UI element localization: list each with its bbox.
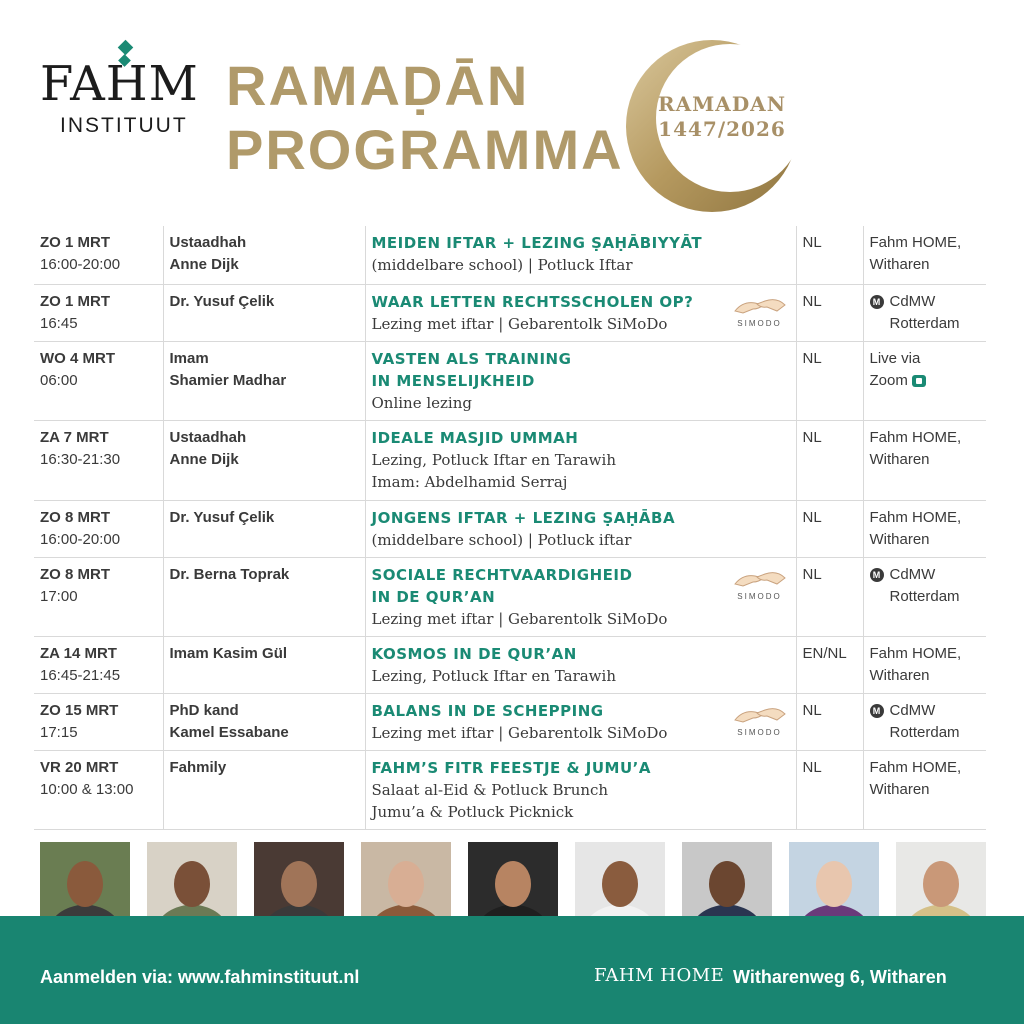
event-description: Lezing, Potluck Iftar en Tarawih [371,666,616,685]
location-cell [863,284,986,341]
event-title: MEIDEN IFTAR + LEZING ṢAḤĀBIYYĀT [371,234,703,252]
event-title: WAAR LETTEN RECHTSSCHOLEN OP? [371,292,694,311]
language-cell: NL [796,284,863,341]
speaker-name: Ustaadhah Anne Dijk [163,226,365,284]
speaker-name: Dr. Yusuf Çelik [163,284,365,341]
event-cell [365,750,796,829]
location-name: CdMW [889,565,936,583]
event-time: 06:00 [40,371,78,389]
date-cell [34,693,163,750]
location-cell [863,557,986,636]
schedule-table [34,226,986,830]
simodo-logo [730,568,790,602]
date-cell [34,420,163,500]
event-title: IDEALE MASJID UMMAH [371,428,579,447]
event-cell [365,226,796,284]
location-line [870,370,981,392]
schedule-row [34,500,986,557]
sign-language-hands-icon [733,704,787,726]
event-time: 17:00 [40,587,78,605]
schedule-row [34,750,986,829]
location-name: CdMW [889,701,936,719]
title-line-1: RAMAḌĀN [226,54,530,117]
location-cell [863,693,986,750]
page-title [226,54,624,182]
language-cell: EN/NL [796,636,863,693]
location-cell [863,341,986,420]
location-line [870,700,981,722]
location-city: Rotterdam [889,587,960,605]
speaker-name: PhD kand Kamel Essabane [163,693,365,750]
schedule-row [34,284,986,341]
sign-language-hands-icon [733,568,787,590]
date-cell [34,750,163,829]
schedule-row [34,341,986,420]
schedule-row [34,226,986,284]
location-city: Rotterdam [889,314,960,332]
event-day: ZA 7 MRT [40,428,109,446]
event-description: (middelbare school) | Potluck Iftar [371,256,633,274]
simodo-logo [730,295,790,329]
event-day: ZO 8 MRT [40,565,110,583]
event-day: ZO 1 MRT [40,292,110,310]
simodo-label: SIMODO [737,727,782,737]
event-day: VR 20 MRT [40,758,119,776]
event-day: ZA 14 MRT [40,644,117,662]
event-day: ZO 8 MRT [40,508,110,526]
event-day: WO 4 MRT [40,349,115,367]
badge-line-2: 1447/2026 [658,117,786,141]
event-title: SOCIALE RECHTVAARDIGHEID IN DE QUR’AN [371,565,633,606]
footer-brand: FAHM HOME [594,965,725,986]
language-cell: NL [796,420,863,500]
date-cell [34,636,163,693]
fahm-logo [40,42,200,138]
event-title: VASTEN ALS TRAINING IN MENSELIJKHEID [371,349,572,390]
location-cell: Fahm HOME, Witharen [863,636,986,693]
speaker-name: Dr. Yusuf Çelik [163,500,365,557]
event-description: Lezing met iftar | Gebarentolk SiMoDo [371,723,668,742]
event-description: Online lezing [371,393,472,412]
event-time: 16:30-21:30 [40,450,121,468]
simodo-logo [730,704,790,738]
date-cell [34,500,163,557]
date-cell [34,341,163,420]
event-description: Lezing met iftar | Gebarentolk SiMoDo [371,609,668,628]
location-line [870,564,981,586]
sign-language-hands-icon [733,295,787,317]
date-cell [34,557,163,636]
event-cell [365,500,796,557]
schedule-row [34,420,986,500]
location-cell: Fahm HOME, Witharen [863,420,986,500]
event-day: ZO 15 MRT [40,701,119,719]
schedule-row [34,693,986,750]
event-cell [365,420,796,500]
location-city: Rotterdam [889,723,960,741]
event-time: 16:45-21:45 [40,666,121,684]
event-cell [365,284,796,341]
signup-link[interactable]: Aanmelden via: www.fahminstituut.nl [40,967,360,987]
event-time: 16:00-20:00 [40,530,121,548]
language-cell: NL [796,341,863,420]
event-description: (middelbare school) | Potluck iftar [371,530,632,549]
zoom-label: Zoom [869,371,908,389]
language-cell: NL [796,750,863,829]
event-description: Lezing met iftar | Gebarentolk SiMoDo [371,314,668,333]
speaker-name: Imam Shamier Madhar [163,341,365,420]
simodo-label: SIMODO [737,591,782,601]
language-cell: NL [796,557,863,636]
badge-line-1: RAMADAN [658,92,786,116]
cdmw-logo-icon: M [870,568,884,582]
event-title: BALANS IN DE SCHEPPING [371,701,604,720]
speaker-name: Imam Kasim Gül [163,636,365,693]
event-time: 16:00-20:00 [40,256,121,273]
location-name: CdMW [889,292,936,310]
language-cell: NL [796,693,863,750]
event-cell [365,341,796,420]
event-description: Lezing, Potluck Iftar en Tarawih Imam: Abdelhamid Serraj [371,450,616,491]
footer-address: Witharenweg 6, Witharen [733,967,947,987]
cdmw-logo-icon: M [870,295,884,309]
event-title: KOSMOS IN DE QUR’AN [371,644,577,663]
event-day: ZO 1 MRT [40,234,110,251]
language-cell: NL [796,500,863,557]
ramadan-badge [652,92,792,142]
speaker-name: Fahmily [163,750,365,829]
speaker-name: Dr. Berna Toprak [163,557,365,636]
date-cell [34,284,163,341]
logo-diamond-icon [118,40,134,56]
event-time: 10:00 & 13:00 [40,780,134,798]
schedule-row [34,557,986,636]
video-camera-icon [912,375,926,387]
event-cell [365,557,796,636]
simodo-label: SIMODO [737,318,782,328]
location-cell: Fahm HOME, Witharen [863,500,986,557]
schedule-row [34,636,986,693]
event-title: JONGENS IFTAR + LEZING ṢAḤĀBA [371,508,676,527]
title-line-2: PROGRAMMA [226,118,624,181]
event-time: 16:45 [40,314,78,332]
location-line: Live via [869,349,921,367]
date-cell [34,226,163,284]
logo-wordmark: FAHM [40,56,199,112]
location-cell: Fahm HOME, Witharen [863,226,986,284]
logo-subtitle: INSTITUUT [60,114,188,137]
location-line [870,291,981,313]
location-cell: Fahm HOME, Witharen [863,750,986,829]
cdmw-logo-icon: M [870,704,884,718]
event-time: 17:15 [40,723,78,741]
speaker-name: Ustaadhah Anne Dijk [163,420,365,500]
language-cell: NL [796,226,863,284]
event-cell [365,636,796,693]
event-cell [365,693,796,750]
event-description: Salaat al-Eid & Potluck Brunch Jumu’a & Potluck Picknick [371,780,609,821]
event-title: FAHM’S FITR FEESTJE & JUMU’A [371,758,651,777]
